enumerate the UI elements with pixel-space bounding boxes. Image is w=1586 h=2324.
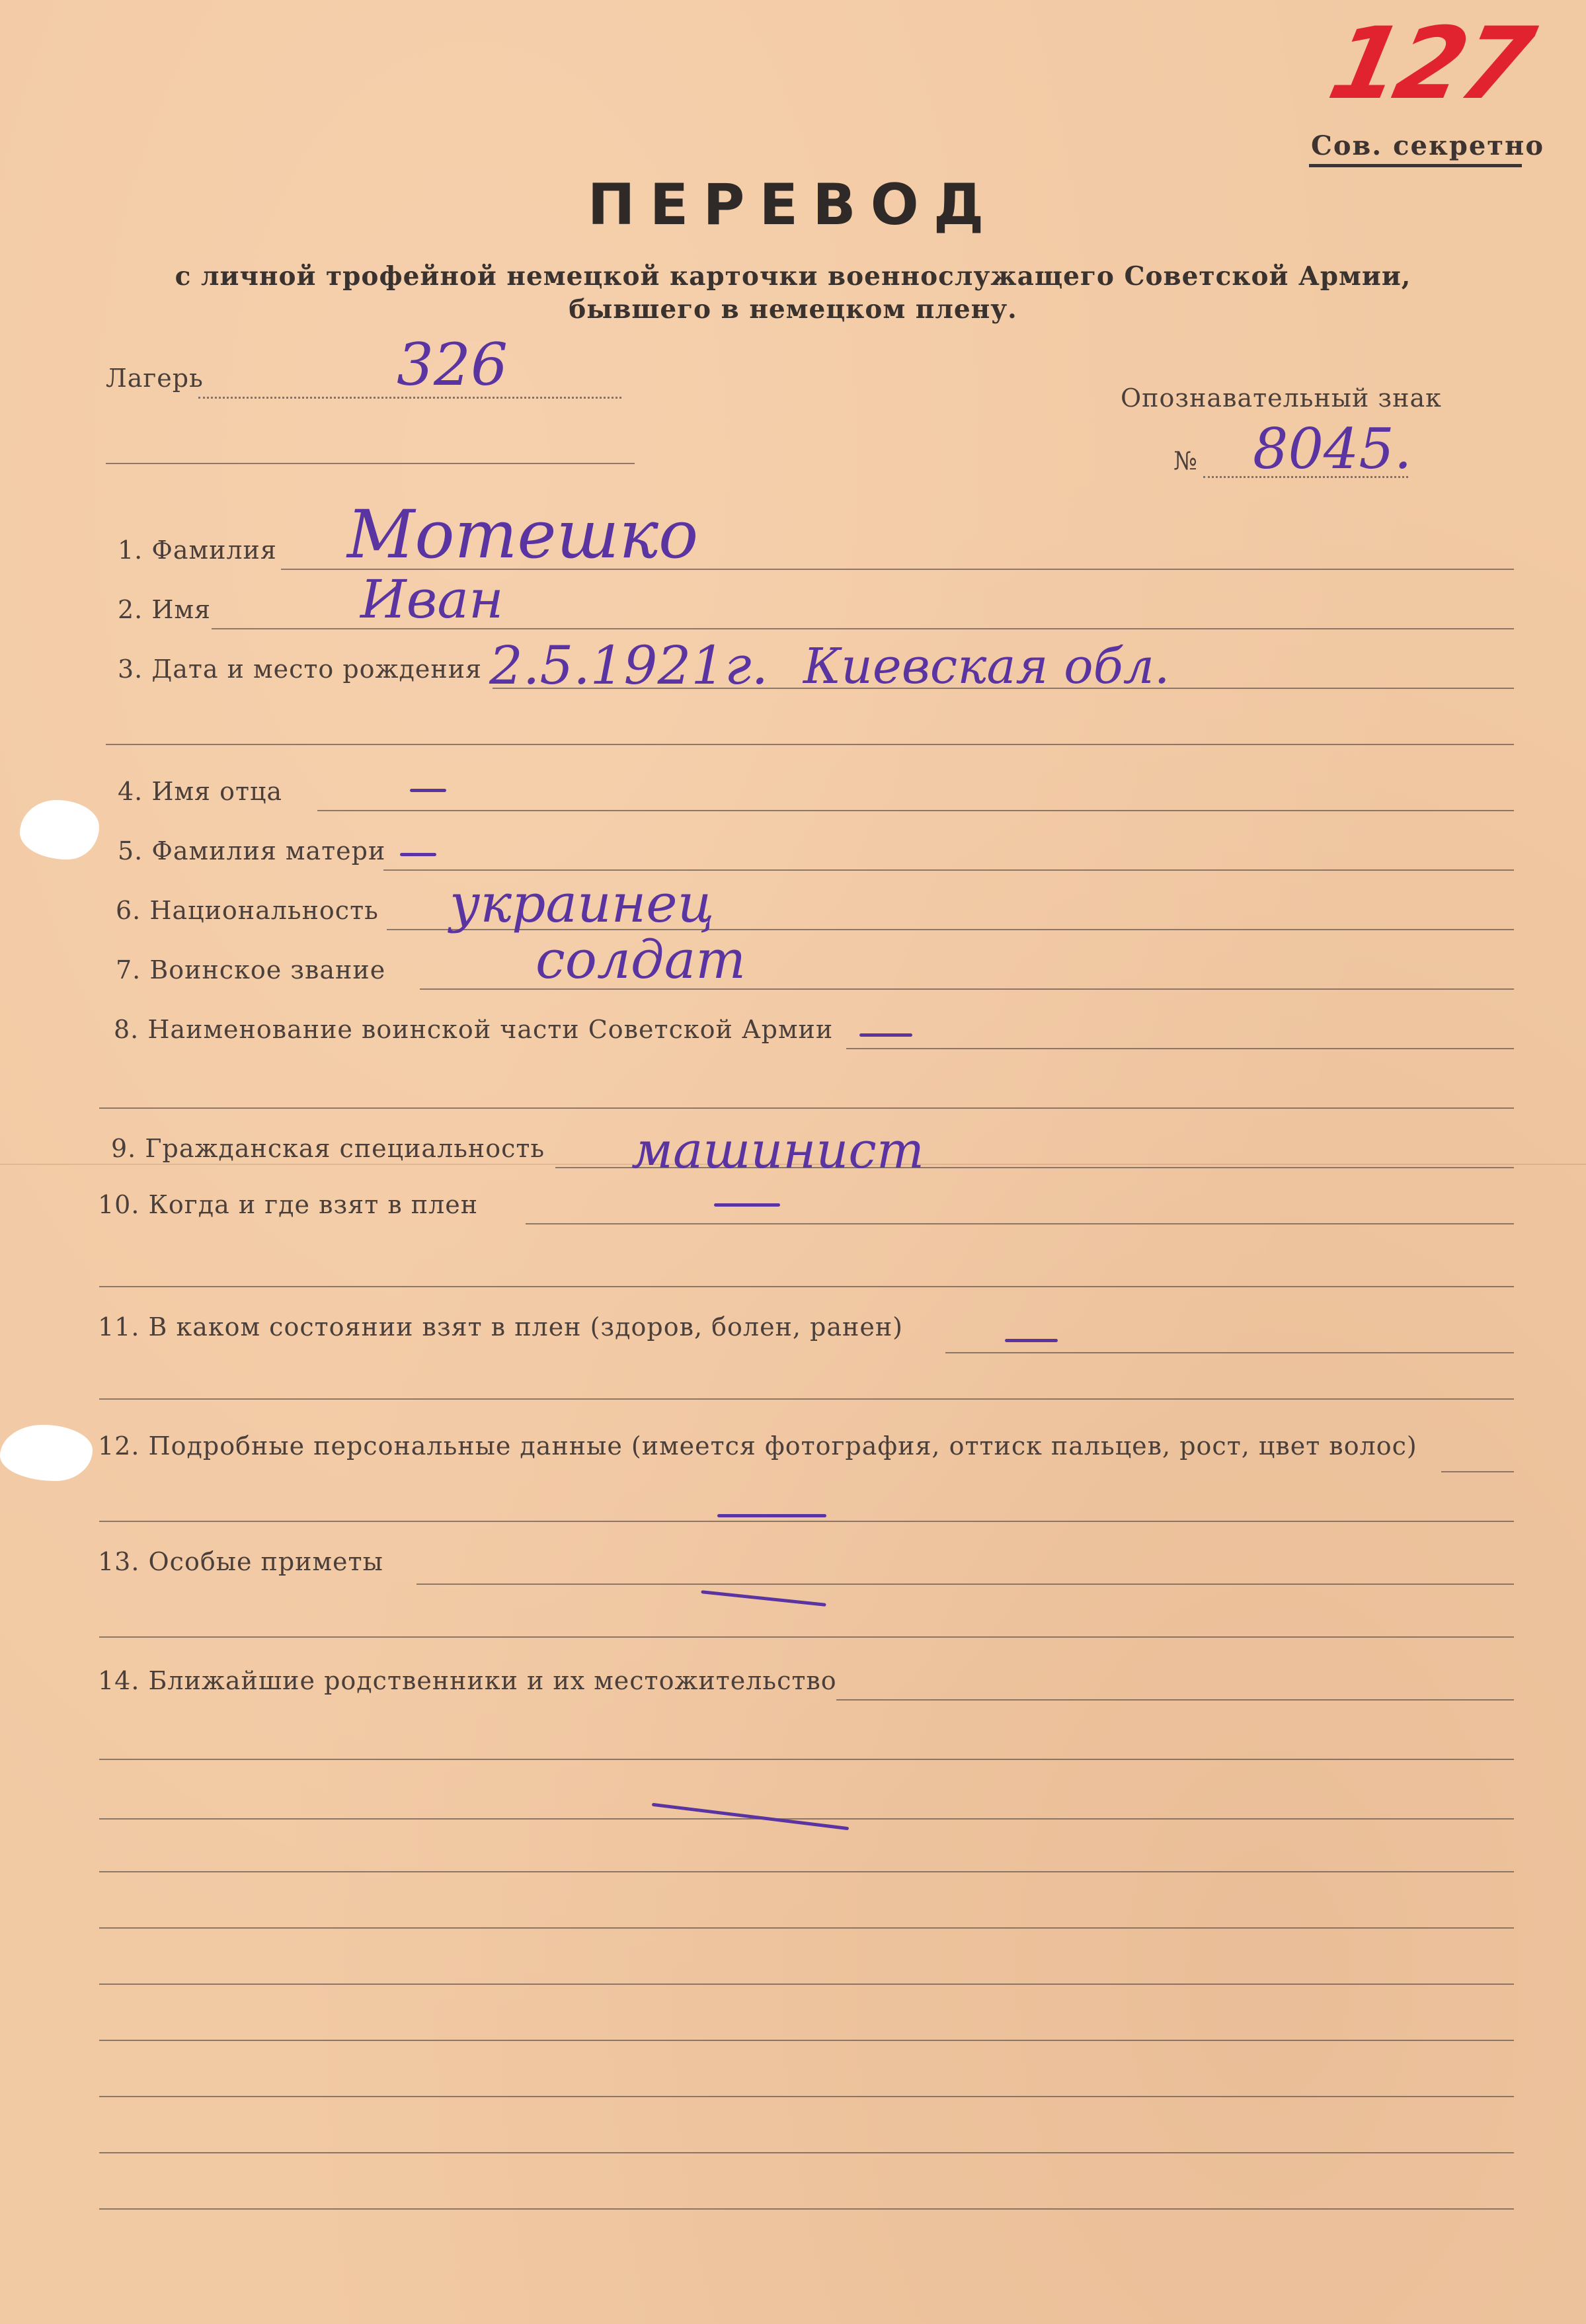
identification-label: Опознавательный знак xyxy=(1121,383,1442,413)
document-title: ПЕРЕВОД xyxy=(587,172,999,238)
field-capture-when-where-label: 10. Когда и где взят в плен xyxy=(98,1190,479,1219)
punch-hole-bottom xyxy=(0,1425,93,1481)
field-surname-label: 1. Фамилия xyxy=(118,536,277,565)
field-relatives-line-3 xyxy=(99,1818,1514,1820)
camp-value: 326 xyxy=(397,331,508,399)
field-surname-value: Мотешко xyxy=(347,496,699,573)
field-capture-when-where-line xyxy=(526,1223,1514,1224)
field-rank-label: 7. Воинское звание xyxy=(116,955,386,984)
field-nationality-value: украинец xyxy=(450,873,715,934)
camp-second-line xyxy=(106,463,635,464)
field-rank-value: солдат xyxy=(535,929,746,990)
archive-number: 127 xyxy=(1320,7,1540,122)
field-personal-data-label: 12. Подробные персональные данные (имеется фотография, оттиск пальцев, рост, цвет волос) xyxy=(98,1431,1417,1461)
field-special-marks-second-line xyxy=(99,1636,1514,1638)
field-father-name-line xyxy=(317,810,1514,811)
field-capture-second-line xyxy=(99,1286,1514,1287)
document-subtitle-line1: с личной трофейной немецкой карточки военнослужащего Советской Армии, xyxy=(175,261,1411,292)
field-unit-line xyxy=(846,1048,1514,1049)
field-mother-surname-line xyxy=(383,869,1514,871)
field-relatives-line-7 xyxy=(99,2040,1514,2041)
field-relatives-dash xyxy=(652,1803,849,1831)
field-capture-condition-label: 11. В каком состоянии взят в плен (здоров, болен, ранен) xyxy=(98,1312,903,1342)
punch-hole-top xyxy=(20,800,99,860)
field-name-value: Иван xyxy=(360,569,504,630)
field-unit-label: 8. Наименование воинской части Советской Армии xyxy=(114,1015,834,1044)
field-mother-surname-label: 5. Фамилия матери xyxy=(118,836,386,865)
field-unit-dash xyxy=(859,1033,912,1037)
field-relatives-label: 14. Ближайшие родственники и их местожительство xyxy=(98,1666,837,1695)
field-relatives-line xyxy=(836,1699,1514,1701)
field-name-label: 2. Имя xyxy=(118,595,212,624)
identification-number-sign: № xyxy=(1173,446,1198,475)
field-birth-second-line xyxy=(106,744,1514,745)
field-relatives-line-10 xyxy=(99,2208,1514,2210)
field-unit-second-line xyxy=(99,1107,1514,1109)
field-relatives-line-5 xyxy=(99,1927,1514,1929)
classification-stamp: Сов. секретно xyxy=(1311,130,1545,161)
document-subtitle-line2: бывшего в немецком плену. xyxy=(569,294,1017,325)
field-relatives-line-4 xyxy=(99,1871,1514,1872)
field-capture-condition-dash xyxy=(1005,1339,1058,1342)
field-civil-specialty-label: 9. Гражданская специальность xyxy=(111,1134,545,1163)
field-father-name-dash xyxy=(410,789,446,792)
field-civil-specialty-value: машинист xyxy=(631,1121,924,1180)
field-personal-data-second-line xyxy=(99,1521,1514,1522)
field-relatives-line-9 xyxy=(99,2152,1514,2153)
field-relatives-line-2 xyxy=(99,1759,1514,1760)
field-special-marks-dash xyxy=(701,1590,826,1607)
field-special-marks-line xyxy=(416,1583,1514,1585)
field-personal-data-line xyxy=(1441,1471,1514,1472)
field-capture-condition-second-line xyxy=(99,1398,1514,1400)
field-father-name-label: 4. Имя отца xyxy=(118,777,283,806)
classification-underline xyxy=(1309,164,1522,167)
camp-label: Лагерь xyxy=(106,364,204,393)
field-personal-data-dash xyxy=(717,1514,826,1517)
field-capture-when-where-dash xyxy=(714,1203,780,1207)
field-capture-condition-line xyxy=(945,1352,1514,1353)
field-nationality-label: 6. Национальность xyxy=(116,896,379,925)
field-relatives-line-8 xyxy=(99,2096,1514,2097)
identification-value: 8045. xyxy=(1253,417,1412,481)
field-mother-surname-dash xyxy=(400,853,436,856)
field-birth-date-value: 2.5.1921г. xyxy=(489,635,769,696)
field-special-marks-label: 13. Особые приметы xyxy=(98,1547,383,1576)
field-relatives-line-6 xyxy=(99,1983,1514,1985)
field-birth-label: 3. Дата и место рождения xyxy=(118,655,483,684)
field-birth-place-value: Киевская обл. xyxy=(803,638,1170,695)
